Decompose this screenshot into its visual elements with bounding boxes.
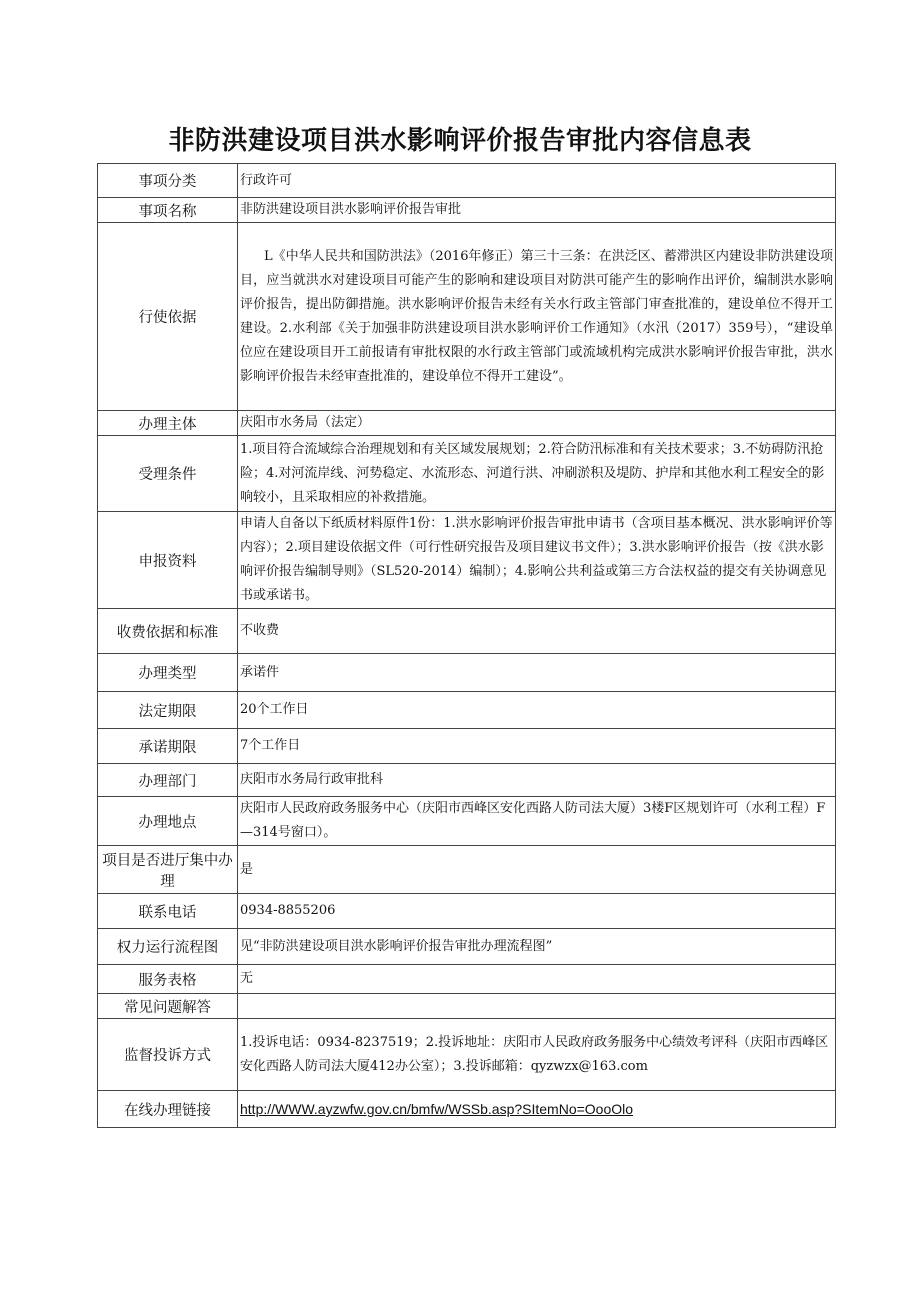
table-row <box>98 929 836 965</box>
row-value: 0934-8855206 <box>238 894 836 929</box>
table-row <box>98 994 836 1019</box>
row-label: 办理地点 <box>98 797 238 846</box>
row-label: 在线办理链接 <box>98 1091 238 1128</box>
row-value: 见“非防洪建设项目洪水影响评价报告审批办理流程图” <box>238 929 836 965</box>
row-label: 项目是否进厅集中办理 <box>98 846 238 894</box>
table-row <box>98 729 836 764</box>
row-label: 办理主体 <box>98 411 238 436</box>
table-row <box>98 164 836 198</box>
row-value: 7个工作日 <box>238 729 836 764</box>
table-row <box>98 1091 836 1128</box>
row-value: 申请人自备以下纸质材料原件1份：1.洪水影响评价报告审批申请书（含项目基本概况、洪水影响评价等内容）；2.项目建设依据文件（可行性研究报告及项目建议书文件）；3.洪水影响评价报告（按《洪水影响评价报告编制导则》（SL520-2014）编制）；4.影响公共利益或第三方合法权益的提交有关协调意见书或承诺书。 <box>238 512 836 609</box>
row-label: 行使依据 <box>98 223 238 411</box>
table-row <box>98 223 836 411</box>
row-label: 服务表格 <box>98 965 238 994</box>
row-label: 事项分类 <box>98 164 238 198</box>
table-row <box>98 764 836 797</box>
row-value <box>238 994 836 1019</box>
row-value: 无 <box>238 965 836 994</box>
row-label: 收费依据和标准 <box>98 609 238 654</box>
row-value: 庆阳市水务局行政审批科 <box>238 764 836 797</box>
row-label: 常见问题解答 <box>98 994 238 1019</box>
table-row <box>98 512 836 609</box>
table-row <box>98 609 836 654</box>
table-row <box>98 965 836 994</box>
row-label: 办理部门 <box>98 764 238 797</box>
table-row <box>98 846 836 894</box>
table-row <box>98 198 836 223</box>
row-label: 办理类型 <box>98 654 238 692</box>
row-value: 1.项目符合流域综合治理规划和有关区域发展规划；2.符合防汛标准和有关技术要求；3.不妨碍防汛抢险；4.对河流岸线、河势稳定、水流形态、河道行洪、冲刷淤积及堤防、护岸和其他水利工程安全的影响较小，且采取相应的补救措施。 <box>238 436 836 512</box>
row-label: 监督投诉方式 <box>98 1019 238 1091</box>
row-value: 1.投诉电话：0934-8237519；2.投诉地址：庆阳市人民政府政务服务中心绩效考评科（庆阳市西峰区安化西路人防司法大厦412办公室）；3.投诉邮箱：qyzwzx@163.com <box>238 1019 836 1091</box>
row-label: 申报资料 <box>98 512 238 609</box>
row-label: 权力运行流程图 <box>98 929 238 965</box>
row-value: 非防洪建设项目洪水影响评价报告审批 <box>238 198 836 223</box>
table-row <box>98 1019 836 1091</box>
row-label: 联系电话 <box>98 894 238 929</box>
row-label: 法定期限 <box>98 692 238 729</box>
row-label: 承诺期限 <box>98 729 238 764</box>
table-row <box>98 654 836 692</box>
row-value: 20个工作日 <box>238 692 836 729</box>
table-row <box>98 436 836 512</box>
info-table <box>97 163 836 1128</box>
table-row <box>98 411 836 436</box>
row-value: 是 <box>238 846 836 894</box>
row-label: 受理条件 <box>98 436 238 512</box>
table-row <box>98 692 836 729</box>
row-value: 不收费 <box>238 609 836 654</box>
page-title: 非防洪建设项目洪水影响评价报告审批内容信息表 <box>168 126 752 156</box>
row-value: 庆阳市人民政府政务服务中心（庆阳市西峰区安化西路人防司法大厦）3楼F区规划许可（水利工程）F—314号窗口）。 <box>238 797 836 846</box>
row-value: 行政许可 <box>238 164 836 198</box>
table-row <box>98 797 836 846</box>
table-row <box>98 894 836 929</box>
row-value: 承诺件 <box>238 654 836 692</box>
row-label: 事项名称 <box>98 198 238 223</box>
row-value: L《中华人民共和国防洪法》（2016年修正）第三十三条：在洪泛区、蓄滞洪区内建设非防洪建设项目，应当就洪水对建设项目可能产生的影响和建设项目对防洪可能产生的影响作出评价，编制洪水影响评价报告，提出防御措施。洪水影响评价报告未经有关水行政主管部门审查批准的，建设单位不得开工建设。2.水利部《关于加强非防洪建设项目洪水影响评价工作通知》（水汛（2017）359号），“建设单位应在建设项目开工前报请有审批权限的水行政主管部门或流域机构完成洪水影响评价报告审批，洪水影响评价报告未经审查批准的，建设单位不得开工建设”。 <box>238 223 836 411</box>
online-link[interactable]: http://WWW.ayzwfw.gov.cn/bmfw/WSSb.asp?SItemNo=OooOlo <box>238 1091 836 1128</box>
row-value: 庆阳市水务局（法定） <box>238 411 836 436</box>
